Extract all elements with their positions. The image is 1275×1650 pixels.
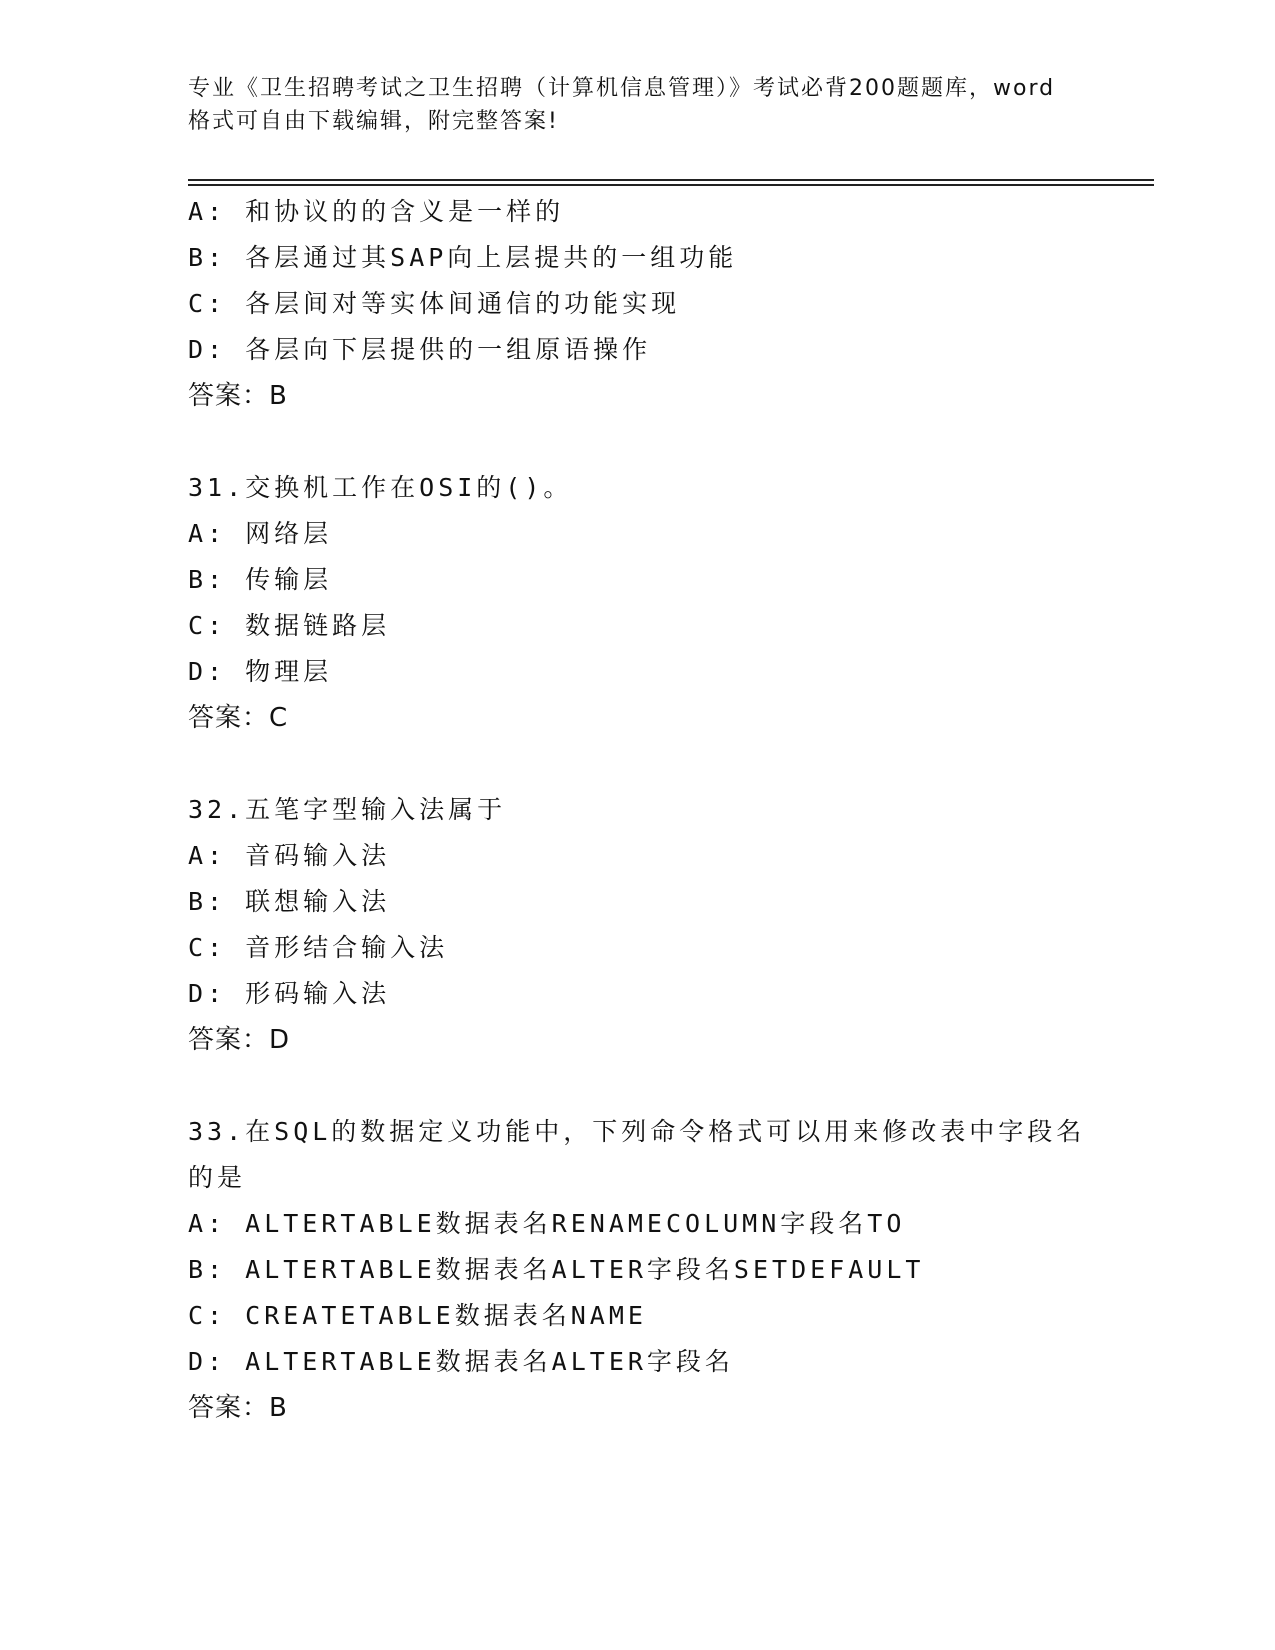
option-a: A: ALTERTABLE数据表名RENAMECOLUMN字段名TO [188,1209,906,1238]
option-b: B: 联想输入法 [188,887,391,916]
option-c: C: 各层间对等实体间通信的功能实现 [188,289,681,318]
option-a: A: 和协议的的含义是一样的 [188,197,565,226]
question-list [188,189,1088,1431]
option-a: A: 网络层 [188,519,333,548]
option-b: B: ALTERTABLE数据表名ALTER字段名SETDEFAULT [188,1255,925,1284]
option-c: C: 音形结合输入法 [188,933,449,962]
option-c: C: 数据链路层 [188,611,391,640]
spacer [188,419,1088,465]
question-text: 31.交换机工作在OSI的()。 [188,473,573,502]
option-d: D: ALTERTABLE数据表名ALTER字段名 [188,1347,734,1376]
question-block-33 [188,1109,1088,1431]
question-block-prev [188,189,1088,419]
answer-label: 答案：B [188,381,288,411]
option-a: A: 音码输入法 [188,841,391,870]
answer-label: 答案：B [188,1393,288,1423]
question-text-line-1: 33.在SQL的数据定义功能中，下列命令格式可以用来修改表中字段名 [188,1117,1086,1146]
option-d: D: 物理层 [188,657,333,686]
header-line-2: 格式可自由下载编辑，附完整答案! [188,109,559,134]
answer-label: 答案：C [188,703,289,733]
answer-label: 答案：D [188,1025,291,1055]
option-c: C: CREATETABLE数据表名NAME [188,1301,647,1330]
question-block-31 [188,465,1088,741]
option-b: B: 各层通过其SAP向上层提共的一组功能 [188,243,738,272]
header-divider-top [188,179,1154,181]
option-d: D: 形码输入法 [188,979,391,1008]
spacer [188,741,1088,787]
question-block-32 [188,787,1088,1063]
option-b: B: 传输层 [188,565,333,594]
header-line-1: 专业《卫生招聘考试之卫生招聘（计算机信息管理）》考试必背200题题库，word [188,76,1056,101]
option-d: D: 各层向下层提供的一组原语操作 [188,335,652,364]
document-header [188,72,1088,138]
header-divider-bottom [188,184,1154,186]
question-text-line-2: 的是 [188,1163,247,1192]
question-text: 32.五笔字型输入法属于 [188,795,507,824]
spacer [188,1063,1088,1109]
